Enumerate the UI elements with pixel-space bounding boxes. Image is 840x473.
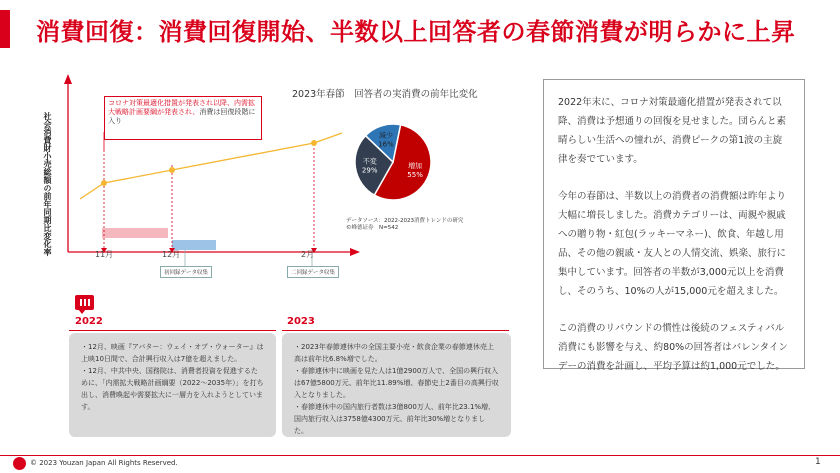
copyright-text: © 2023 Youzan Japan All Rights Reserved.: [30, 459, 178, 467]
callout-text: 消費は回復段階に入り: [108, 108, 256, 125]
divider-2022: [69, 330, 276, 331]
year-label-2022: 2022: [75, 316, 103, 327]
milestone-first-data: 初回録データ収集: [160, 266, 212, 278]
note-item: ・春節連休中の国内旅行者数は3億800万人、前年比23.1%増、国内旅行収入は3758億4300万元、前年比30%増となりました。: [294, 403, 496, 435]
tick-label-nov: 11月: [95, 250, 114, 259]
summary-paragraph: 今年の春節は、半数以上の消費者の消費額は昨年より大幅に増長しました。消費カテゴリーは、両親や親戚への贈り物・紅包(ラッキーマネー)、飲食、年越し用品、その他の親戚・友人との人情交流、娯楽、旅行に集中しています。回答者の半数が3,000元以上を消費し、そのうち、10%の人が15,000元を超えました。: [558, 191, 787, 297]
note-item: ・2023年春節連休中の全国主要小売・飲食企業の春節連休売上高は前年比6.8%増でした。: [294, 343, 494, 363]
range-bar-pink: [102, 228, 168, 238]
callout-highlight: コロナ対策最適化措置が発表され以降、内需拡大戦略計画要綱が発表され、: [108, 99, 255, 116]
pie-slice-label: 減少: [378, 131, 393, 140]
footer-divider: [0, 455, 840, 456]
trend-point: [311, 140, 317, 146]
pie-chart-source: [346, 218, 463, 232]
summary-paragraph: 2022年末に、コロナ対策最適化措置が発表されて以降、消費は予想通りの回復を見せました。団らんと素晴らしい生活への憧れが、消費ピークの第1波の主旋律を奏でています。: [558, 97, 787, 165]
summary-panel: [543, 79, 805, 372]
pie-slice-label: 不変: [362, 157, 377, 166]
notes-2023: [282, 333, 511, 437]
summary-paragraph: この消費のリバウンドの慣性は後続のフェスティバル消費にも影響を与え、約80%の回答者はバレンタインデーの消費を計画し、平均予算は約1,000元でした。: [558, 323, 788, 372]
year-label-2023: 2023: [287, 316, 315, 327]
page-title: 消費回復：消費回復開始、半数以上回答者の春節消費が明らかに上昇: [36, 18, 796, 46]
trend-line: [80, 133, 342, 199]
trend-point: [101, 180, 107, 186]
note-item: ・春節連休中に映画を見た人は1億2900万人で、全国の興行収入は67億5800万元、前年比11.89%増、春節史上2番目の高興行収入となりました。: [294, 367, 499, 399]
milestone-second-data: 二回録データ収集: [287, 266, 339, 278]
tick-label-feb: 2月: [301, 250, 315, 259]
note-item: ・12月、映画『アバター：ウェイ・オブ・ウォーター』は上映10日間で、合計興行収入は7億を超えました。: [81, 343, 264, 363]
notes-2022: [69, 333, 276, 437]
timeline-callout: [104, 96, 262, 140]
source-line: ©峰德证券 N=542: [346, 225, 399, 231]
source-line: データソース：2022-2023消費トレンドの研究: [346, 218, 464, 224]
pie-slice-value: 29%: [361, 166, 378, 175]
tick-label-dec: 12月: [162, 250, 181, 259]
page-number: 1: [815, 457, 821, 467]
chat-icon: [75, 295, 94, 310]
x-axis-arrow: [350, 248, 360, 256]
note-item: ・12月、中共中央、国務院は、消費者投資を促進するために、「内需拡大戦略計画綱要（2022～2035年）」を打ち出し、消費喚起や需要拡大に一層力を入れようとしています。: [81, 367, 264, 411]
pie-slice-label: 増加: [408, 162, 423, 171]
y-axis-arrow: [64, 74, 72, 84]
pie-slice-value: 16%: [378, 140, 394, 149]
y-axis-label: 社会消費財小売総額の前年同期比変化率: [43, 112, 52, 256]
pie-chart: [355, 124, 431, 200]
divider-2023: [282, 330, 509, 331]
pie-chart-title: 2023年春節 回答者の実消費の前年比変化: [292, 89, 478, 100]
pie-slice-value: 55%: [407, 171, 423, 180]
brand-logo-icon: [13, 457, 26, 470]
trend-point: [169, 167, 175, 173]
